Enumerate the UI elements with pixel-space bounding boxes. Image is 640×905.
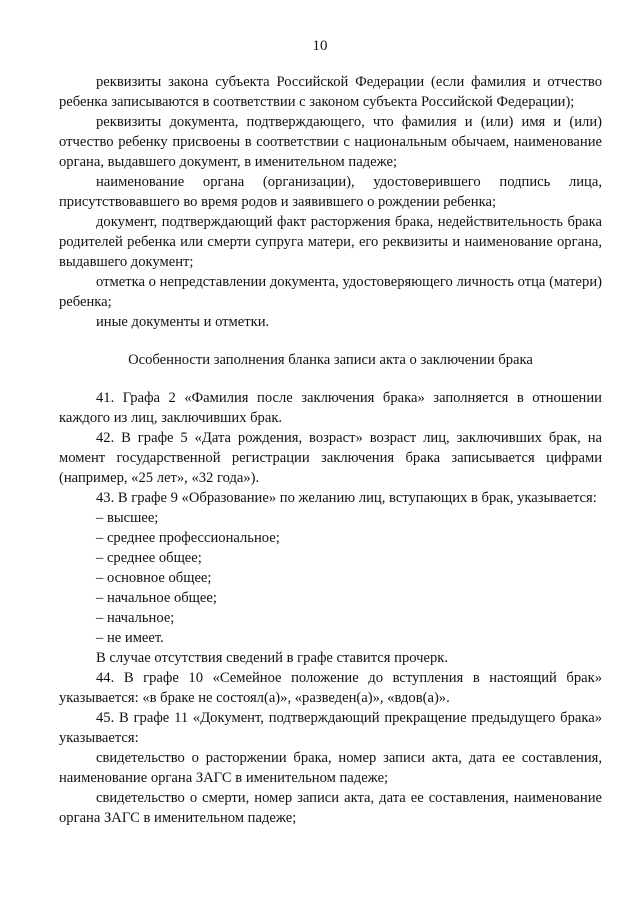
paragraph: 45. В графе 11 «Документ, подтверждающий прекращение предыдущего брака» указывается: — [59, 710, 602, 746]
paragraph: иные документы и отметки. — [96, 314, 270, 330]
paragraph: свидетельство о расторжении брака, номер записи акта, дата ее составления, наименование органа ЗАГС в именительном падеже; — [59, 750, 602, 786]
paragraph: реквизиты закона субъекта Российской Федерации (если фамилия и отчество ребенка записываются в соответствии с законом субъекта Российской Федерации); — [59, 74, 602, 110]
list-item: – высшее; — [96, 510, 159, 526]
list-item: – среднее общее; — [96, 550, 202, 566]
paragraph: В случае отсутствия сведений в графе ставится прочерк. — [96, 650, 449, 666]
paragraph: 44. В графе 10 «Семейное положение до вступления в настоящий брак» указывается: «в браке не состоял(а)», «разведен(а)», «вдов(а)». — [59, 670, 602, 706]
paragraph: 42. В графе 5 «Дата рождения, возраст» возраст лиц, заключивших брак, на момент государственной регистрации заключения брака записывается цифрами (например, «25 лет», «32 года»). — [59, 430, 602, 486]
list-item: – среднее профессиональное; — [96, 530, 280, 546]
list-item: – начальное общее; — [96, 590, 217, 606]
paragraph: 43. В графе 9 «Образование» по желанию лиц, вступающих в брак, указывается: — [96, 490, 597, 506]
document-body — [59, 72, 602, 828]
paragraph: документ, подтверждающий факт расторжения брака, недействительность брака родителей ребенка или смерти супруга матери, его реквизиты и наименование органа, выдавшего документ; — [59, 214, 602, 270]
paragraph: отметка о непредставлении документа, удостоверяющего личность отца (матери) ребенка; — [59, 274, 602, 310]
list-item: – не имеет. — [96, 630, 164, 646]
paragraph: реквизиты документа, подтверждающего, что фамилия и (или) имя и (или) отчество ребенку присвоены в соответствии с национальным обычаем, наименование органа, выдавшего документ, в именительном падеже; — [59, 114, 602, 170]
paragraph: свидетельство о смерти, номер записи акта, дата ее составления, наименование органа ЗАГС в именительном падеже; — [59, 790, 602, 826]
page-number: 10 — [312, 38, 328, 54]
list-item: – основное общее; — [96, 570, 212, 586]
section-heading: Особенности заполнения бланка записи акта о заключении брака — [128, 352, 533, 368]
list-item: – начальное; — [96, 610, 175, 626]
paragraph: 41. Графа 2 «Фамилия после заключения брака» заполняется в отношении каждого из лиц, заключивших брак. — [59, 390, 602, 426]
education-list — [59, 508, 602, 648]
paragraph: наименование органа (организации), удостоверившего подпись лица, присутствовавшего во время родов и заявившего о рождении ребенка; — [59, 174, 602, 210]
